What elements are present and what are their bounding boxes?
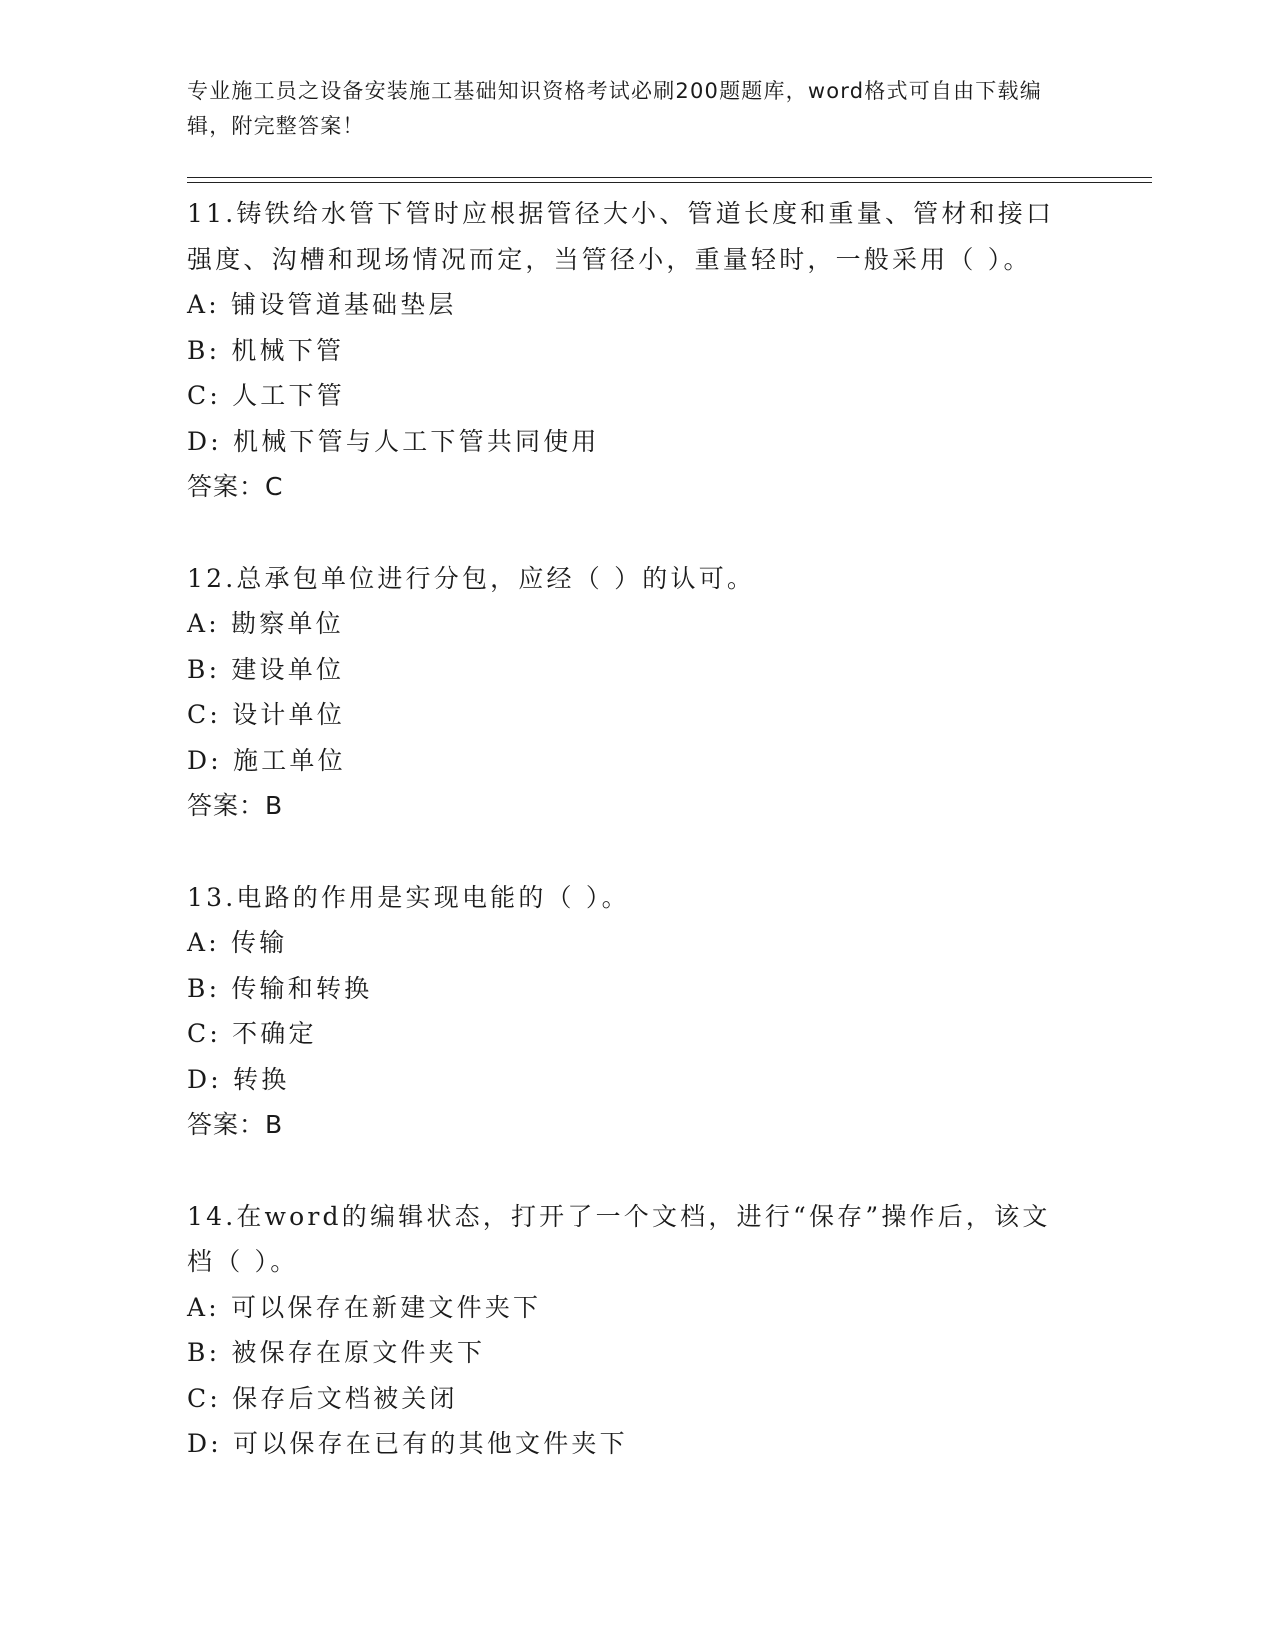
option-c: C: 不确定 [187,1019,317,1048]
header-divider-top [187,177,1152,178]
answer: 答案：C [187,472,284,501]
header-divider-bottom [187,182,1152,183]
question-text: 14.在word的编辑状态，打开了一个文档，进行“保存”操作后，该文档（ ）。 [187,1201,1051,1276]
question-text: 12.总承包单位进行分包，应经（ ）的认可。 [187,563,756,593]
answer: 答案：B [187,791,284,820]
question-text: 11.铸铁给水管下管时应根据管径大小、管道长度和重量、管材和接口强度、沟槽和现场情况而定，当管径小，重量轻时，一般采用（ ）。 [187,199,1055,274]
question-list [187,191,1087,1467]
option-a: A: 勘察单位 [187,609,344,638]
option-b: B: 传输和转换 [187,973,373,1003]
question-13 [187,875,1087,1148]
option-c: C: 保存后文档被关闭 [187,1383,458,1413]
document-header: 专业施工员之设备安装施工基础知识资格考试必刷200题题库，word格式可自由下载编辑，附完整答案！ [187,79,1042,138]
option-b: B: 机械下管 [187,335,345,365]
option-c: C: 设计单位 [187,700,345,729]
question-14 [187,1194,1087,1467]
question-12 [187,556,1087,829]
option-d: D: 施工单位 [187,745,346,775]
option-b: B: 被保存在原文件夹下 [187,1338,486,1367]
option-a: A: 铺设管道基础垫层 [187,290,457,319]
answer: 答案：B [187,1110,284,1139]
question-11 [187,191,1087,510]
option-c: C: 人工下管 [187,381,345,410]
option-d: D: 转换 [187,1064,290,1094]
option-d: D: 可以保存在已有的其他文件夹下 [187,1429,628,1458]
question-text: 13.电路的作用是实现电能的（ ）。 [187,882,630,912]
option-d: D: 机械下管与人工下管共同使用 [187,426,600,456]
option-b: B: 建设单位 [187,654,345,684]
option-a: A: 传输 [187,928,288,957]
option-a: A: 可以保存在新建文件夹下 [187,1292,542,1322]
